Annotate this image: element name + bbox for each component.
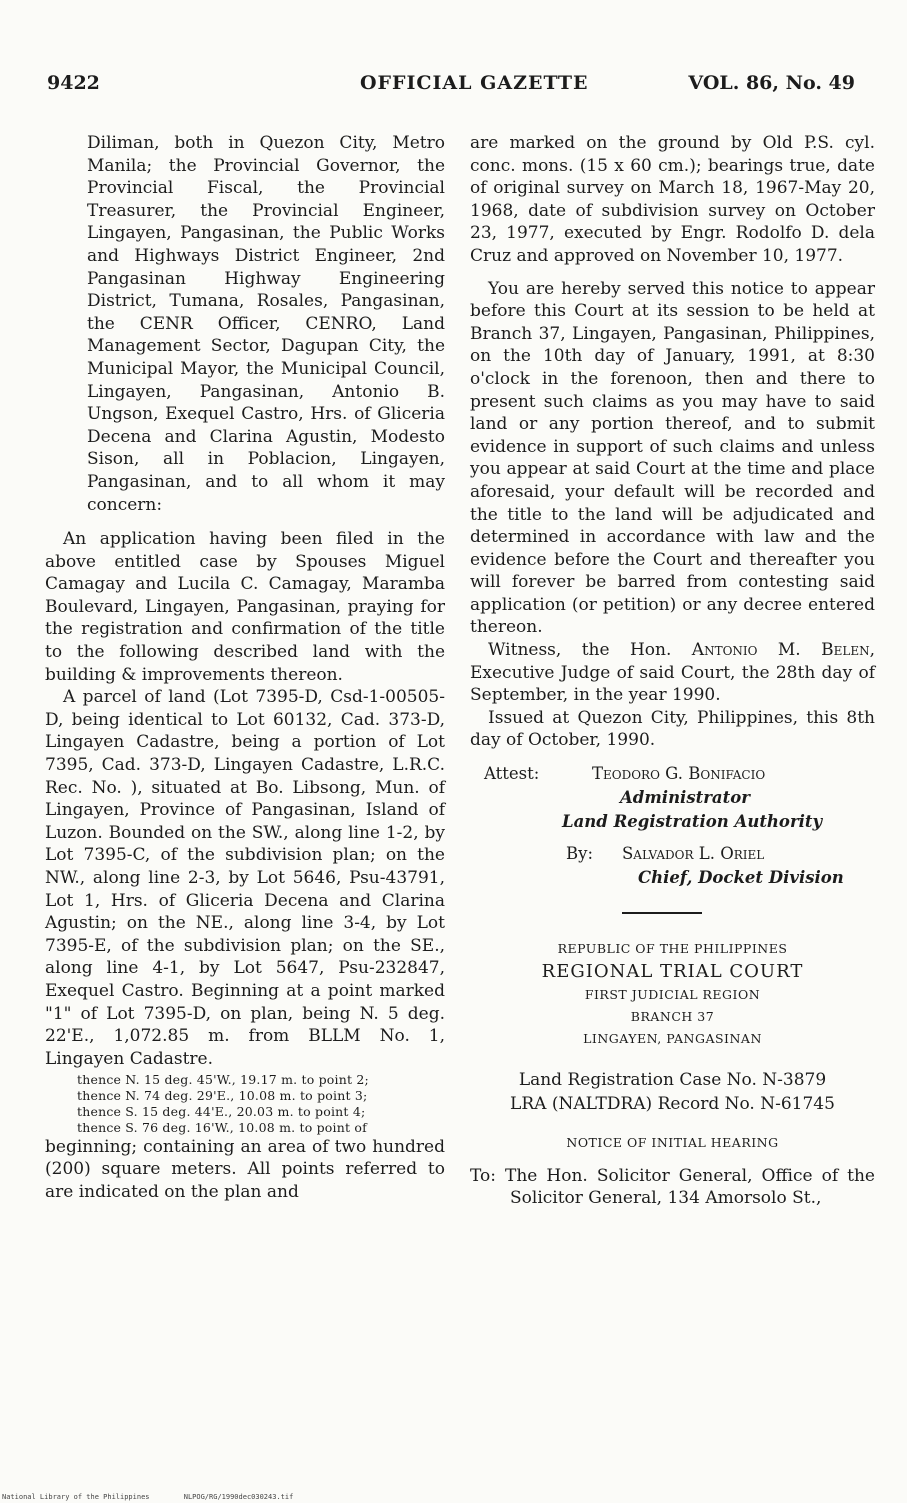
by-label: By: (566, 844, 594, 864)
page-header (0, 72, 907, 102)
course-line: thence N. 15 deg. 45'W., 19.17 m. to point 2; (77, 1072, 369, 1088)
course-line: thence N. 74 deg. 29'E., 10.08 m. to point 3; (77, 1088, 368, 1104)
course-line: thence S. 15 deg. 44'E., 20.03 m. to point 4; (77, 1103, 366, 1119)
case-numbers (470, 1068, 875, 1116)
court-republic: REPUBLIC OF THE PHILIPPINES (557, 941, 788, 957)
section-divider (622, 912, 702, 914)
court-branch: BRANCH 37 (630, 1009, 715, 1025)
attestation-block (470, 762, 875, 890)
witness-paragraph (470, 639, 875, 707)
attest-name: Teodoro G. Bonifacio (592, 764, 766, 784)
judge-name: Antonio M. Belen, (691, 640, 876, 661)
summons-paragraph: You are hereby served this notice to appear before this Court at its session to be held at Branch 37, Lingayen, Pangasinan, Philippines, on the 10th day of January, 1991, at 8:30 o'clock in the forenoon, then and there to present such claims as you may have to said land or any portion thereof, and to submit evidence in support of such claims and unless you appear at said Court at the time and place aforesaid, your default will be recorded and the title to the land will be adjudicated and determined in accordance with law and the evidence before the Court and thereafter you will forever be barred from contesting said application (or petition) or any decree entered thereon. (470, 278, 875, 638)
witness-suffix: Executive Judge of said Court, the 28th day of September, in the year 1990. (470, 662, 875, 706)
library-credit: National Library of the Philippines (2, 1493, 150, 1501)
witness-prefix: Witness, the Hon. (488, 640, 672, 661)
course-line: thence S. 76 deg. 16'W., 10.08 m. to point of (77, 1119, 367, 1135)
application-paragraph: An application having been filed in the above entitled case by Spouses Miguel Camagay and Lucila C. Camagay, Maramba Boulevard, Lingayen, Pangasinan, praying for the registration and confirmation of the title to the following described land with the building & improvements thereon. (45, 529, 445, 685)
by-name: Salvador L. Oriel (622, 844, 765, 864)
right-column (470, 132, 875, 1210)
court-region: FIRST JUDICIAL REGION (584, 987, 761, 1003)
record-number: LRA (NALTDRA) Record No. N-61745 (510, 1094, 835, 1115)
continuation-paragraph: are marked on the ground by Old P.S. cyl. conc. mons. (15 x 60 cm.); bearings true, date of original survey on March 18, 1967-May 20, 1968, date of subdivision survey on October 23, 1977, executed by Engr. Rodolfo D. dela Cruz and approved on November 10, 1977. (470, 133, 875, 266)
publication-title: OFFICIAL GAZETTE (360, 72, 589, 94)
to-paragraph: To: The Hon. Solicitor General, Office of the Solicitor General, 134 Amorsolo St., (470, 1165, 875, 1209)
scan-footer (2, 1493, 323, 1501)
file-name: NLPOG/RG/1990dec030243.tif (183, 1493, 294, 1501)
attest-label: Attest: (484, 764, 540, 784)
survey-courses (45, 1072, 445, 1135)
attest-title: Administrator (620, 788, 750, 808)
notice-title: NOTICE OF INITIAL HEARING (566, 1135, 779, 1151)
by-title: Chief, Docket Division (638, 868, 844, 888)
court-name: REGIONAL TRIAL COURT (541, 961, 804, 983)
left-column (45, 132, 445, 1203)
case-number: Land Registration Case No. N-3879 (518, 1070, 827, 1091)
addressees-paragraph: Diliman, both in Quezon City, Metro Manila; the Provincial Governor, the Provincial Fiscal, the Provincial Treasurer, the Provincial Engineer, Lingayen, Pangasinan, the Public Works and Highways District Engineer, 2nd Pangasinan Highway Engineering District, Tumana, Rosales, Pangasinan, the CENR Officer, CENRO, Land Management Sector, Dagupan City, the Municipal Mayor, the Municipal Council, Lingayen, Pangasinan, Antonio B. Ungson, Exequel Castro, Hrs. of Gliceria Decena and Clarina Agustin, Modesto Sison, all in Poblacion, Lingayen, Pangasinan, and to all whom it may concern: (87, 133, 445, 515)
area-paragraph: beginning; containing an area of two hundred (200) square meters. All points referred to are indicated on the plan and (45, 1136, 445, 1202)
issued-paragraph: Issued at Quezon City, Philippines, this 8th day of October, 1990. (470, 707, 875, 751)
volume-number: VOL. 86, No. 49 (688, 72, 855, 94)
page-number: 9422 (47, 72, 100, 94)
attest-agency: Land Registration Authority (562, 812, 823, 832)
court-location: LINGAYEN, PANGASINAN (583, 1031, 762, 1047)
court-heading (470, 938, 875, 1050)
parcel-description: A parcel of land (Lot 7395-D, Csd-1-00505-D, being identical to Lot 60132, Cad. 373-D, Lingayen Cadastre, being a portion of Lot 7395, Cad. 373-D, Lingayen Cadastre, L.R.C. Rec. No. ), situated at Bo. Libsong, Mun. of Lingayen, Province of Pangasinan, Island of Luzon. Bounded on the SW., along line 1-2, by Lot 7395-C, of the subdivision plan; on the NW., along line 2-3, by Lot 5646, Psu-43791, Lot 1, Hrs. of Gliceria Decena and Clarina Agustin; on the NE., along line 3-4, by Lot 7395-E, of the subdivision plan; on the SE., along line 4-1, by Lot 5647, Psu-232847, Exequel Castro. Beginning at a point marked "1" of Lot 7395-D, on plan, being N. 5 deg. 22'E., 1,072.85 m. from BLLM No. 1, Lingayen Cadastre. (45, 687, 445, 1069)
